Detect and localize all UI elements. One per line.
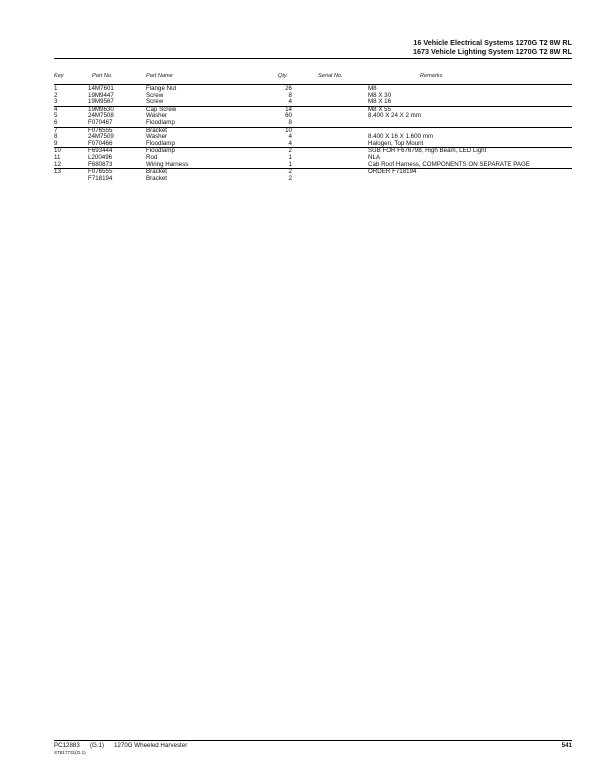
cell-qty: 2 bbox=[288, 168, 292, 176]
cell-part-name: Bracket bbox=[146, 168, 167, 176]
cell-part-name: Bracket bbox=[146, 126, 167, 134]
cell-qty: 14 bbox=[285, 105, 292, 113]
cell-remarks: M8 X 55 bbox=[368, 105, 392, 113]
table-row bbox=[54, 162, 572, 169]
col-header-remarks: Remarks bbox=[420, 73, 443, 79]
cell-part-name: Washer bbox=[146, 133, 168, 141]
table-row bbox=[54, 113, 572, 120]
cell-key: 2 bbox=[54, 91, 58, 99]
table-row bbox=[54, 86, 572, 93]
cell-part-no: 19M9630 bbox=[88, 105, 114, 113]
cell-part-no: 19M9567 bbox=[88, 98, 114, 106]
cell-qty: 26 bbox=[285, 85, 292, 92]
cell-qty: 8 bbox=[288, 91, 292, 99]
cell-remarks: 8.400 X 16 X 1.600 mm bbox=[368, 133, 434, 141]
cell-key: 3 bbox=[54, 98, 58, 106]
cell-key: 5 bbox=[54, 112, 58, 120]
table-group bbox=[54, 86, 572, 106]
cell-qty: 8 bbox=[288, 118, 292, 126]
table-row bbox=[54, 169, 572, 176]
table-group bbox=[54, 147, 572, 168]
section-title: 16 Vehicle Electrical Systems 1270G T2 8W RL bbox=[413, 38, 572, 47]
footer-rule bbox=[54, 740, 572, 741]
footer-small-code: ST817731(G.1) bbox=[54, 750, 86, 755]
cell-part-name: Screw bbox=[146, 91, 164, 99]
cell-qty: 4 bbox=[288, 139, 292, 147]
table-row bbox=[54, 148, 572, 155]
table-row bbox=[54, 128, 572, 135]
cell-key: 11 bbox=[54, 153, 61, 161]
table-row bbox=[54, 176, 572, 183]
table-row bbox=[54, 141, 572, 148]
table-group bbox=[54, 127, 572, 148]
column-header-rule bbox=[54, 84, 572, 85]
cell-part-no: 14M7601 bbox=[88, 85, 114, 92]
col-header-part-no: Part No. bbox=[92, 73, 113, 79]
cell-part-no: F076555 bbox=[88, 126, 113, 134]
cell-part-name: Screw bbox=[146, 98, 164, 106]
cell-key: 6 bbox=[54, 118, 58, 126]
cell-qty: 2 bbox=[288, 147, 292, 155]
cell-qty: 60 bbox=[285, 112, 292, 120]
header-rule bbox=[54, 58, 572, 59]
cell-part-name: Bracket bbox=[146, 174, 167, 182]
cell-part-no: F070466 bbox=[88, 139, 113, 147]
cell-key: 1 bbox=[54, 85, 58, 92]
cell-part-no: F718194 bbox=[88, 174, 113, 182]
col-header-part-name: Part Name bbox=[146, 73, 173, 79]
cell-part-name: Wiring Harness bbox=[146, 160, 189, 168]
table-row bbox=[54, 120, 572, 127]
footer-doc-id: PC12883 bbox=[54, 742, 80, 749]
cell-qty: 4 bbox=[288, 133, 292, 141]
cell-remarks: M8 X 30 bbox=[368, 91, 392, 99]
cell-part-name: Floodlamp bbox=[146, 147, 175, 155]
cell-remarks: 8.400 X 24 X 2 mm bbox=[368, 112, 421, 120]
cell-part-name: Cap Screw bbox=[146, 105, 177, 113]
cell-key: 9 bbox=[54, 139, 58, 147]
cell-remarks: ORDER F718194 bbox=[368, 168, 417, 176]
cell-part-no: L200496 bbox=[88, 153, 113, 161]
footer-title: 1270G Wheeled Harvester bbox=[114, 742, 188, 749]
cell-key: 8 bbox=[54, 133, 58, 141]
cell-qty: 1 bbox=[288, 160, 292, 168]
cell-key: 12 bbox=[54, 160, 61, 168]
parts-table bbox=[54, 86, 572, 182]
footer-page-number: 541 bbox=[561, 742, 572, 749]
cell-remarks: M8 bbox=[368, 85, 377, 92]
cell-part-no: 24M7508 bbox=[88, 112, 114, 120]
table-row bbox=[54, 107, 572, 114]
cell-part-no: F680873 bbox=[88, 160, 113, 168]
table-group bbox=[54, 106, 572, 127]
subsection-title: 1673 Vehicle Lighting System 1270G T2 8W RL bbox=[413, 47, 572, 56]
cell-remarks: NLA bbox=[368, 153, 381, 161]
cell-key: 10 bbox=[54, 147, 61, 155]
table-row bbox=[54, 99, 572, 106]
cell-qty: 10 bbox=[285, 126, 292, 134]
cell-part-name: Floodlamp bbox=[146, 139, 175, 147]
cell-part-name: Rod bbox=[146, 153, 158, 161]
table-row bbox=[54, 134, 572, 141]
table-group bbox=[54, 168, 572, 182]
cell-part-no: 19M9447 bbox=[88, 91, 114, 99]
col-header-key: Key bbox=[54, 73, 64, 79]
page-header bbox=[413, 38, 572, 56]
cell-key: 4 bbox=[54, 105, 58, 113]
cell-part-name: Washer bbox=[146, 112, 168, 120]
table-row bbox=[54, 93, 572, 100]
cell-remarks: M8 X 16 bbox=[368, 98, 392, 106]
cell-qty: 1 bbox=[288, 153, 292, 161]
cell-part-no: F070467 bbox=[88, 118, 113, 126]
cell-remarks: SUB FOR F676798, High Beam, LED Light bbox=[368, 147, 487, 155]
cell-qty: 4 bbox=[288, 98, 292, 106]
cell-part-name: Flange Nut bbox=[146, 85, 177, 92]
cell-part-no: F076555 bbox=[88, 168, 113, 176]
cell-remarks: Cab Roof Harness, COMPONENTS ON SEPARATE PAGE bbox=[368, 160, 530, 168]
cell-part-name: Floodlamp bbox=[146, 118, 175, 126]
cell-part-no: F693444 bbox=[88, 147, 113, 155]
cell-qty: 2 bbox=[288, 174, 292, 182]
cell-remarks: Halogen, Top Mount bbox=[368, 139, 424, 147]
cell-key: 13 bbox=[54, 168, 61, 176]
footer-version: (G.1) bbox=[90, 742, 105, 749]
cell-key: 7 bbox=[54, 126, 58, 134]
col-header-serial-no: Serial No. bbox=[318, 73, 343, 79]
col-header-qty: Qty. bbox=[278, 73, 288, 79]
cell-part-no: 24M7509 bbox=[88, 133, 114, 141]
